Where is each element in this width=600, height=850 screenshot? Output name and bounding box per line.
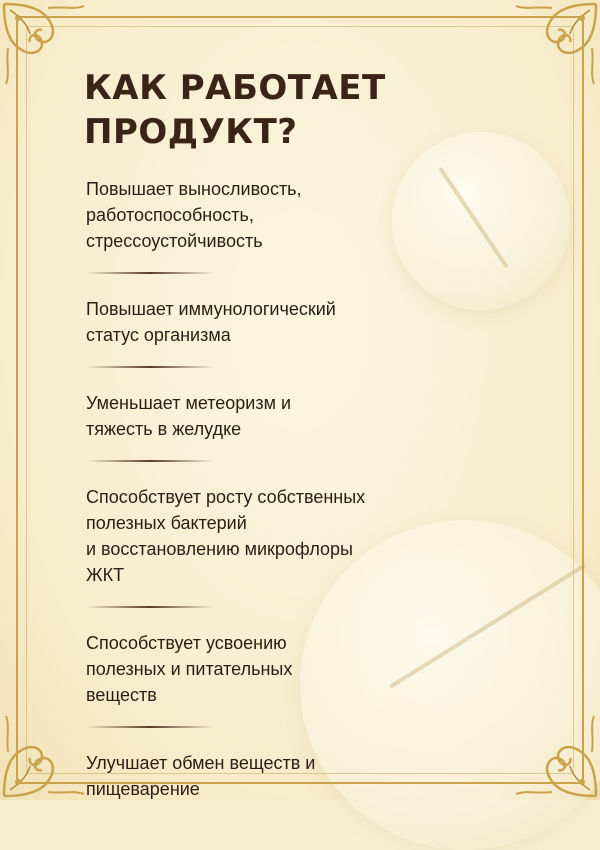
corner-ornament-top-left xyxy=(0,0,90,90)
divider xyxy=(86,366,214,368)
corner-ornament-bottom-left xyxy=(0,710,90,800)
benefits-list xyxy=(86,176,506,802)
benefit-item: Уменьшает метеоризм и тяжесть в желудке xyxy=(86,393,292,439)
benefit-item: Повышает выносливость, работоспособность, стрессоустойчивость xyxy=(86,179,302,251)
benefit-item: Способствует усвоению полезных и питательных веществ xyxy=(86,633,293,705)
divider xyxy=(86,606,214,608)
benefit-item: Способствует росту собственных полезных бактерий и восстановлению микрофлоры ЖКТ xyxy=(86,487,366,585)
divider xyxy=(86,726,214,728)
benefit-item: Улучшает обмен веществ и пищеварение xyxy=(86,753,316,799)
benefit-item: Повышает иммунологический статус организма xyxy=(86,299,336,345)
divider xyxy=(86,460,214,462)
page-title: КАК РАБОТАЕТ ПРОДУКТ? xyxy=(84,68,386,152)
divider xyxy=(86,272,214,274)
corner-ornament-bottom-right xyxy=(510,710,600,800)
